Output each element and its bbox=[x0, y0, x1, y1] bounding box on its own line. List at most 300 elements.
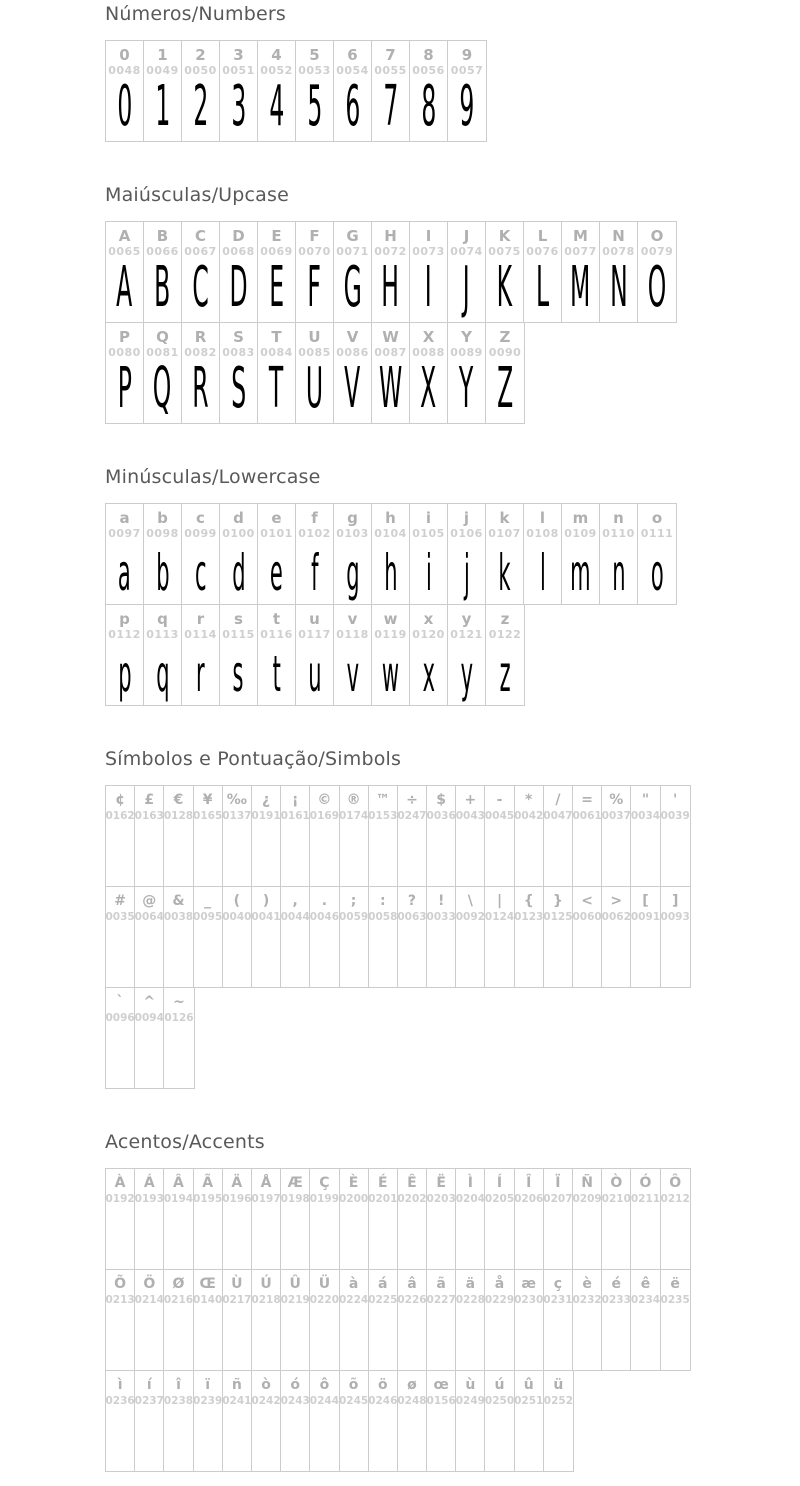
glyph-cell bbox=[427, 786, 456, 886]
char-label: B bbox=[156, 227, 169, 245]
char-label: e bbox=[271, 509, 282, 527]
char-label: j bbox=[463, 509, 470, 527]
glyph-preview bbox=[109, 642, 141, 705]
char-label: h bbox=[385, 509, 396, 527]
glyph-cell bbox=[369, 1270, 398, 1370]
glyph-cell bbox=[220, 605, 258, 705]
char-code: 0092 bbox=[455, 911, 485, 923]
glyph-cell bbox=[106, 222, 144, 322]
char-code: 0035 bbox=[105, 911, 135, 923]
glyph-char: H bbox=[381, 255, 400, 321]
glyph-cell bbox=[369, 887, 398, 987]
char-code: 0203 bbox=[426, 1193, 456, 1205]
char-code: 0125 bbox=[543, 911, 573, 923]
glyph-preview bbox=[370, 642, 411, 705]
char-code: 0071 bbox=[336, 245, 369, 258]
char-code: 0251 bbox=[514, 1395, 544, 1407]
glyph-cell bbox=[486, 323, 524, 423]
glyph-cell bbox=[135, 988, 164, 1088]
char-code: 0162 bbox=[105, 810, 135, 822]
glyph-char: R bbox=[192, 356, 209, 422]
glyph-cell bbox=[661, 1270, 690, 1370]
char-code: 0191 bbox=[251, 810, 281, 822]
char-label: ã bbox=[436, 1276, 446, 1292]
glyph-cell bbox=[340, 887, 369, 987]
glyph-cell bbox=[106, 41, 144, 141]
char-code: 0060 bbox=[572, 911, 602, 923]
char-code: 0218 bbox=[251, 1294, 281, 1306]
glyph-cell bbox=[369, 1371, 398, 1471]
char-label: £ bbox=[144, 792, 155, 808]
glyph-preview bbox=[221, 74, 257, 141]
char-label: r bbox=[196, 610, 205, 628]
glyph-cell bbox=[258, 222, 296, 322]
char-label: H bbox=[384, 227, 397, 245]
char-label: { bbox=[523, 893, 534, 909]
glyph-cell bbox=[106, 504, 144, 604]
glyph-cell bbox=[544, 887, 573, 987]
glyph-cell bbox=[372, 605, 410, 705]
char-label: / bbox=[555, 792, 561, 808]
glyph-cell bbox=[410, 222, 448, 322]
glyph-cell bbox=[223, 887, 252, 987]
glyph-cell bbox=[340, 1169, 369, 1269]
char-code: 0192 bbox=[105, 1193, 135, 1205]
glyph-preview bbox=[420, 255, 437, 322]
char-code: 0229 bbox=[484, 1294, 515, 1306]
char-label: Ä bbox=[231, 1175, 243, 1191]
glyph-cell bbox=[410, 504, 448, 604]
glyph-preview bbox=[143, 255, 181, 322]
char-label: È bbox=[348, 1175, 359, 1191]
char-label: û bbox=[523, 1377, 534, 1393]
char-label: ® bbox=[346, 792, 361, 808]
glyph-cell bbox=[223, 786, 252, 886]
glyph-cell bbox=[106, 1371, 135, 1471]
glyph-cell bbox=[661, 786, 690, 886]
char-code: 0198 bbox=[280, 1193, 310, 1205]
char-label: ñ bbox=[231, 1377, 242, 1393]
char-label: # bbox=[114, 893, 126, 909]
glyph-cell bbox=[372, 41, 410, 141]
char-code: 0048 bbox=[108, 64, 141, 77]
char-label: Õ bbox=[114, 1276, 127, 1292]
char-code: 0090 bbox=[488, 346, 522, 359]
char-label: 2 bbox=[195, 46, 206, 64]
glyph-cell bbox=[427, 1371, 456, 1471]
char-label: 1 bbox=[157, 46, 168, 64]
char-code: 0084 bbox=[260, 346, 293, 359]
char-label: Ñ bbox=[581, 1175, 593, 1191]
glyph-cell bbox=[638, 222, 676, 322]
glyph-preview bbox=[294, 356, 335, 423]
glyph-cell bbox=[106, 1270, 135, 1370]
char-label: x bbox=[423, 610, 434, 628]
char-code: 0115 bbox=[222, 628, 255, 641]
char-label: Á bbox=[143, 1175, 155, 1191]
char-label: ö bbox=[377, 1377, 388, 1393]
glyph-char: a bbox=[118, 544, 131, 602]
char-label: Ì bbox=[467, 1175, 473, 1191]
glyph-cell bbox=[485, 1371, 514, 1471]
char-label: ( bbox=[233, 893, 241, 909]
char-label: Ç bbox=[319, 1175, 330, 1191]
char-code: 0217 bbox=[222, 1294, 252, 1306]
glyph-cell bbox=[310, 1270, 339, 1370]
char-code: 0211 bbox=[630, 1193, 661, 1205]
char-code: 0100 bbox=[222, 527, 255, 540]
char-label: 9 bbox=[461, 46, 473, 64]
char-label: s bbox=[234, 610, 243, 628]
char-label: ] bbox=[671, 893, 679, 909]
glyph-char: Z bbox=[496, 356, 514, 422]
char-code: 0213 bbox=[105, 1294, 135, 1306]
char-label: * bbox=[525, 792, 533, 808]
glyph-char: k bbox=[498, 544, 511, 602]
char-code: 0049 bbox=[146, 64, 179, 77]
glyph-cell bbox=[296, 41, 334, 141]
char-label: õ bbox=[348, 1377, 359, 1393]
glyph-char: m bbox=[570, 544, 591, 602]
glyph-char: p bbox=[117, 645, 132, 703]
char-code: 0209 bbox=[572, 1193, 602, 1205]
glyph-cell bbox=[573, 887, 602, 987]
char-label: 7 bbox=[385, 46, 396, 64]
char-label: D bbox=[232, 227, 245, 245]
glyph-cell bbox=[252, 1371, 281, 1471]
char-code: 0091 bbox=[630, 911, 661, 923]
glyph-char: w bbox=[381, 645, 400, 703]
glyph-cell bbox=[515, 1169, 544, 1269]
glyph-cell bbox=[602, 1169, 631, 1269]
char-code: 0033 bbox=[426, 911, 456, 923]
char-code: 0137 bbox=[222, 810, 252, 822]
glyph-char: Y bbox=[459, 356, 474, 422]
glyph-cell bbox=[456, 1169, 485, 1269]
glyph-char: r bbox=[196, 645, 205, 703]
char-code: 0112 bbox=[108, 628, 141, 641]
char-code: 0250 bbox=[484, 1395, 515, 1407]
glyph-cell bbox=[281, 1371, 310, 1471]
char-label: } bbox=[552, 893, 563, 909]
glyph-char: 8 bbox=[421, 74, 436, 140]
char-label: ò bbox=[261, 1377, 271, 1393]
glyph-preview bbox=[108, 356, 142, 423]
char-label: > bbox=[610, 893, 623, 909]
glyph-char: f bbox=[310, 544, 319, 602]
glyph-preview bbox=[221, 356, 257, 423]
glyph-cell bbox=[398, 1270, 427, 1370]
glyph-cell bbox=[544, 1270, 573, 1370]
glyph-preview bbox=[492, 642, 518, 705]
char-code: 0057 bbox=[450, 64, 484, 77]
char-code: 0197 bbox=[251, 1193, 281, 1205]
char-label: @ bbox=[142, 893, 157, 909]
glyph-cell bbox=[310, 887, 339, 987]
glyph-cell bbox=[456, 786, 485, 886]
char-code: 0236 bbox=[105, 1395, 135, 1407]
glyph-preview bbox=[147, 541, 179, 604]
glyph-char: 1 bbox=[155, 74, 170, 140]
char-label: Ô bbox=[669, 1175, 682, 1191]
char-code: 0224 bbox=[338, 1294, 369, 1306]
glyph-cell bbox=[372, 323, 410, 423]
char-label: n bbox=[613, 509, 624, 527]
glyph-cell bbox=[427, 887, 456, 987]
char-label: â bbox=[407, 1276, 417, 1292]
glyph-char: j bbox=[463, 544, 470, 602]
char-code: 0052 bbox=[260, 64, 293, 77]
char-code: 0165 bbox=[193, 810, 223, 822]
glyph-cell bbox=[631, 1270, 660, 1370]
char-label: í bbox=[146, 1377, 152, 1393]
char-label: ç bbox=[553, 1276, 563, 1292]
glyph-cell bbox=[486, 504, 524, 604]
glyph-row bbox=[105, 1269, 691, 1371]
glyph-char: q bbox=[155, 645, 170, 703]
char-label: Ú bbox=[260, 1276, 272, 1292]
char-code: 0123 bbox=[514, 911, 544, 923]
glyph-cell bbox=[602, 887, 631, 987]
char-label: Ó bbox=[639, 1175, 652, 1191]
char-label: æ bbox=[521, 1276, 537, 1292]
glyph-char: i bbox=[425, 544, 432, 602]
char-code: 0194 bbox=[163, 1193, 194, 1205]
char-label: + bbox=[464, 792, 477, 808]
char-code: 0238 bbox=[163, 1395, 194, 1407]
glyph-cell bbox=[310, 1371, 339, 1471]
glyph-cell bbox=[182, 605, 220, 705]
char-label: ¡ bbox=[292, 792, 299, 808]
glyph-cell bbox=[135, 1270, 164, 1370]
glyph-row bbox=[105, 1370, 574, 1472]
glyph-char: A bbox=[116, 255, 133, 321]
char-label: Ü bbox=[318, 1276, 331, 1292]
glyph-char: 6 bbox=[345, 74, 360, 140]
section-title: Maiúsculas/Upcase bbox=[105, 184, 290, 206]
glyph-preview bbox=[536, 541, 550, 604]
glyph-char: G bbox=[343, 255, 362, 321]
char-code: 0070 bbox=[298, 245, 331, 258]
char-code: 0235 bbox=[660, 1294, 690, 1306]
glyph-cell bbox=[372, 504, 410, 604]
glyph-cell bbox=[296, 504, 334, 604]
char-label: Ë bbox=[436, 1175, 446, 1191]
glyph-char: 4 bbox=[269, 74, 284, 140]
char-code: 0233 bbox=[601, 1294, 631, 1306]
glyph-cell bbox=[485, 786, 514, 886]
glyph-cell bbox=[106, 786, 135, 886]
glyph-cell bbox=[485, 1270, 514, 1370]
glyph-cell bbox=[223, 1169, 252, 1269]
char-code: 0101 bbox=[260, 527, 293, 540]
glyph-cell bbox=[485, 887, 514, 987]
char-label: ì bbox=[117, 1377, 123, 1393]
char-code: 0205 bbox=[484, 1193, 515, 1205]
glyph-cell bbox=[164, 887, 193, 987]
glyph-cell bbox=[486, 605, 524, 705]
glyph-char: V bbox=[344, 356, 361, 422]
glyph-char: n bbox=[611, 544, 626, 602]
glyph-cell bbox=[182, 41, 220, 141]
glyph-cell bbox=[410, 41, 448, 141]
char-code: 0244 bbox=[309, 1395, 340, 1407]
char-code: 0111 bbox=[640, 527, 674, 540]
glyph-preview bbox=[331, 255, 374, 322]
glyph-char: v bbox=[346, 645, 359, 703]
char-code: 0068 bbox=[222, 245, 255, 258]
glyph-cell bbox=[544, 1371, 573, 1471]
char-label: M bbox=[573, 227, 588, 245]
glyph-cell bbox=[631, 887, 660, 987]
char-label: . bbox=[321, 893, 328, 909]
glyph-cell bbox=[573, 1270, 602, 1370]
char-label: U bbox=[308, 328, 321, 346]
glyph-char: E bbox=[269, 255, 284, 321]
glyph-preview bbox=[187, 541, 215, 604]
glyph-cell bbox=[410, 605, 448, 705]
glyph-row bbox=[105, 785, 691, 887]
glyph-cell bbox=[631, 1169, 660, 1269]
char-label: ^ bbox=[143, 994, 156, 1010]
glyph-char: g bbox=[345, 544, 360, 602]
char-label: ™ bbox=[375, 792, 390, 808]
char-code: 0116 bbox=[260, 628, 293, 641]
glyph-char: Q bbox=[153, 356, 172, 422]
char-label: - bbox=[496, 792, 503, 808]
glyph-cell bbox=[515, 1270, 544, 1370]
glyph-char: L bbox=[535, 255, 550, 321]
glyph-cell bbox=[220, 41, 258, 141]
glyph-char: c bbox=[194, 544, 207, 602]
glyph-cell bbox=[223, 1270, 252, 1370]
glyph-cell bbox=[135, 1371, 164, 1471]
glyph-cell bbox=[456, 1270, 485, 1370]
character-map bbox=[105, 2, 800, 1472]
glyph-preview bbox=[369, 255, 411, 322]
glyph-cell bbox=[486, 222, 524, 322]
glyph-char: F bbox=[307, 255, 322, 321]
glyph-cell bbox=[144, 41, 182, 141]
char-code: 0081 bbox=[146, 346, 179, 359]
char-label: c bbox=[196, 509, 205, 527]
char-code: 0042 bbox=[514, 810, 544, 822]
char-label: F bbox=[309, 227, 320, 245]
char-label: À bbox=[114, 1175, 126, 1191]
char-code: 0056 bbox=[412, 64, 445, 77]
char-label: & bbox=[172, 893, 185, 909]
glyph-char: S bbox=[231, 356, 246, 422]
char-code: 0059 bbox=[338, 911, 369, 923]
glyph-cell bbox=[135, 887, 164, 987]
glyph-preview bbox=[259, 356, 293, 423]
char-label: Æ bbox=[287, 1175, 303, 1191]
glyph-cell bbox=[661, 1169, 690, 1269]
glyph-char: 2 bbox=[193, 74, 208, 140]
char-label: Ê bbox=[407, 1175, 417, 1191]
char-code: 0064 bbox=[134, 911, 164, 923]
char-code: 0089 bbox=[450, 346, 483, 359]
glyph-row bbox=[105, 221, 677, 323]
char-code: 0128 bbox=[163, 810, 194, 822]
char-code: 0080 bbox=[108, 346, 141, 359]
char-label: y bbox=[461, 610, 472, 628]
char-code: 0073 bbox=[412, 245, 445, 258]
glyph-preview bbox=[375, 541, 407, 604]
char-label: 8 bbox=[423, 46, 434, 64]
char-code: 0106 bbox=[450, 527, 483, 540]
glyph-preview bbox=[217, 255, 260, 322]
char-label: Í bbox=[496, 1175, 503, 1191]
char-label: ó bbox=[290, 1377, 301, 1393]
glyph-cell bbox=[106, 323, 144, 423]
glyph-cell bbox=[194, 786, 223, 886]
char-code: 0074 bbox=[450, 245, 483, 258]
glyph-cell bbox=[427, 1169, 456, 1269]
char-code: 0051 bbox=[222, 64, 255, 77]
char-code: 0214 bbox=[134, 1294, 164, 1306]
glyph-preview bbox=[449, 356, 483, 423]
char-code: 0225 bbox=[368, 1294, 398, 1306]
char-label: L bbox=[537, 227, 548, 245]
glyph-cell bbox=[515, 1371, 544, 1471]
char-label: N bbox=[612, 227, 625, 245]
glyph-row bbox=[105, 987, 195, 1089]
char-label: Q bbox=[156, 328, 169, 346]
char-label: u bbox=[309, 610, 320, 628]
glyph-cell bbox=[515, 887, 544, 987]
glyph-cell bbox=[258, 504, 296, 604]
char-code: 0053 bbox=[298, 64, 331, 77]
glyph-cell bbox=[600, 504, 638, 604]
section-title: Números/Numbers bbox=[105, 3, 286, 25]
glyph-cell bbox=[398, 887, 427, 987]
char-label: Ò bbox=[610, 1175, 623, 1191]
char-label: ! bbox=[437, 893, 445, 909]
glyph-cell bbox=[369, 1169, 398, 1269]
section-accents bbox=[105, 1130, 800, 1472]
glyph-char: X bbox=[420, 356, 437, 422]
glyph-cell bbox=[106, 1169, 135, 1269]
section-title: Acentos/Accents bbox=[105, 1131, 265, 1153]
char-label: b bbox=[157, 509, 168, 527]
glyph-cell bbox=[135, 1169, 164, 1269]
char-label: ô bbox=[319, 1377, 330, 1393]
char-code: 0120 bbox=[412, 628, 445, 641]
char-code: 0204 bbox=[455, 1193, 485, 1205]
char-code: 0196 bbox=[222, 1193, 252, 1205]
char-code: 0086 bbox=[336, 346, 369, 359]
glyph-cell bbox=[334, 41, 372, 141]
char-code: 0037 bbox=[601, 810, 631, 822]
char-label: ü bbox=[553, 1377, 564, 1393]
char-code: 0161 bbox=[280, 810, 310, 822]
char-label: q bbox=[157, 610, 168, 628]
char-code: 0075 bbox=[488, 245, 521, 258]
glyph-char: o bbox=[650, 544, 664, 602]
glyph-cell bbox=[544, 1169, 573, 1269]
char-code: 0087 bbox=[374, 346, 407, 359]
glyph-preview bbox=[527, 255, 558, 322]
glyph-preview bbox=[373, 74, 409, 141]
char-code: 0239 bbox=[193, 1395, 223, 1407]
glyph-cell bbox=[456, 887, 485, 987]
char-label: C bbox=[194, 227, 206, 245]
glyph-char: t bbox=[272, 645, 281, 703]
glyph-char: T bbox=[269, 356, 284, 422]
glyph-preview bbox=[603, 541, 635, 604]
char-label: É bbox=[377, 1175, 388, 1191]
